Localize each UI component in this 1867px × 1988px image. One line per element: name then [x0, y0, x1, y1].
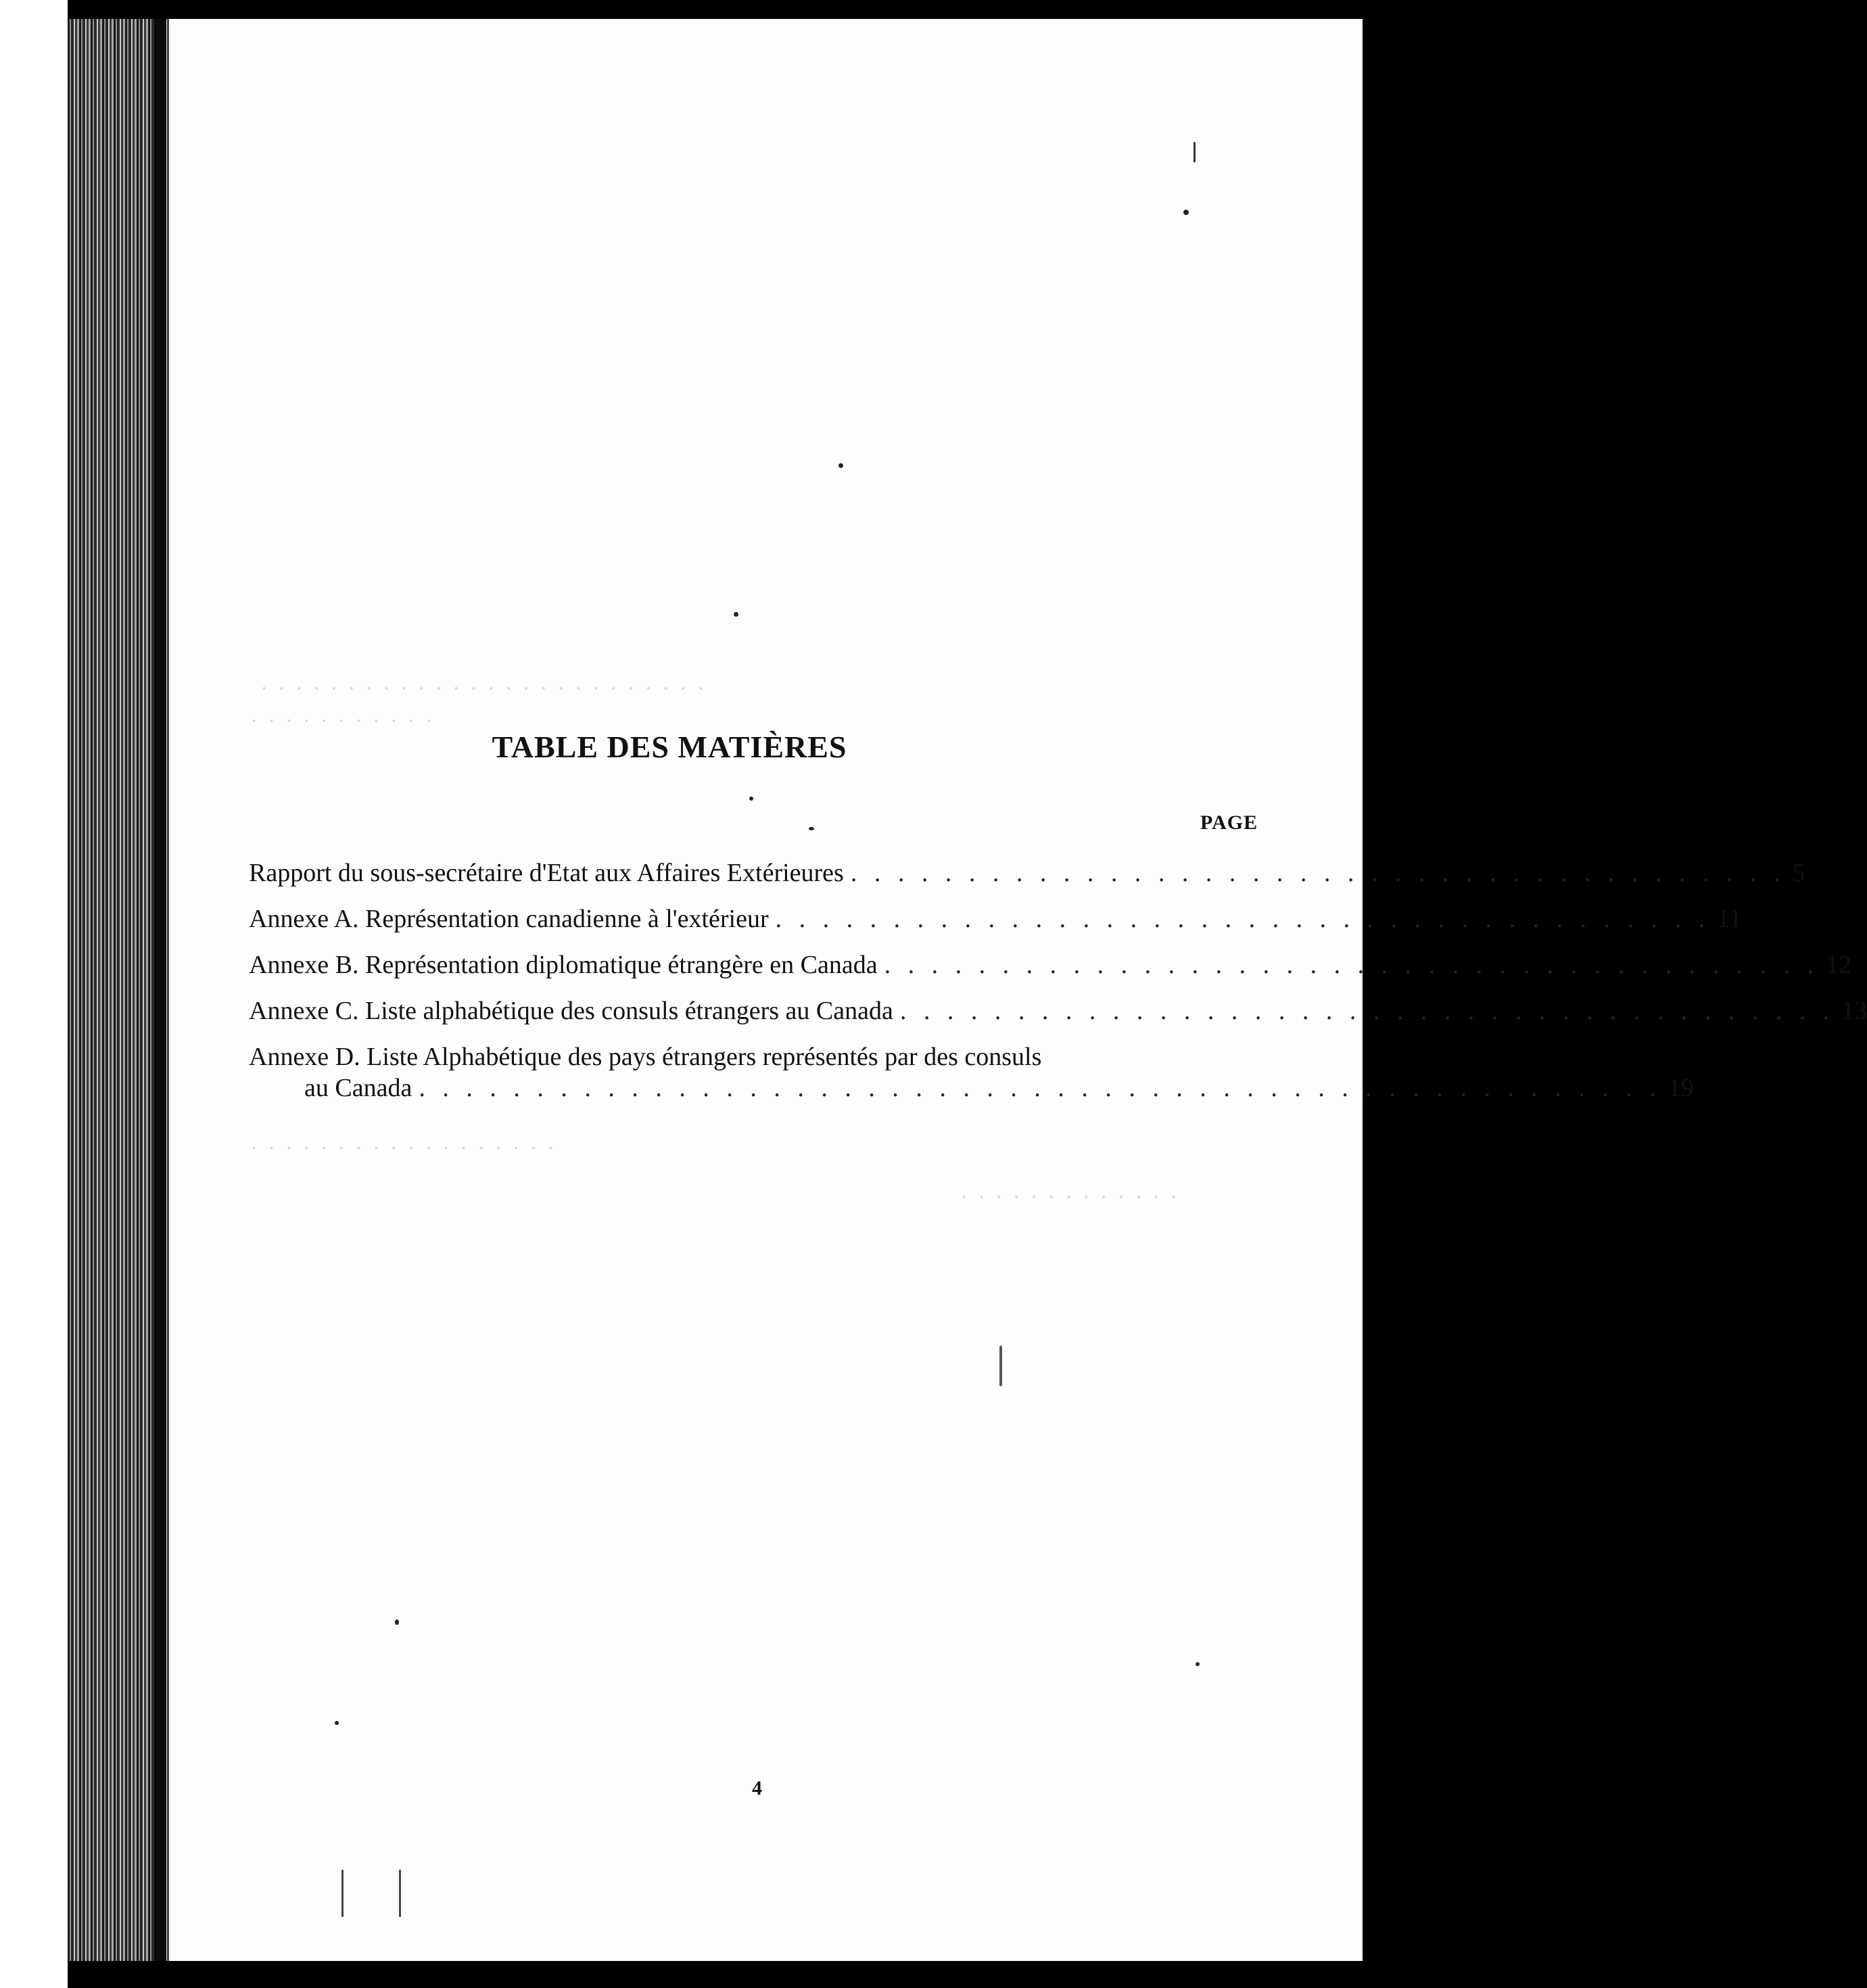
left-margin	[0, 0, 68, 1988]
scan-speck	[395, 1619, 399, 1625]
page-number: 4	[752, 1777, 762, 1799]
toc-entry	[249, 1041, 1694, 1109]
toc-entry-label-continued: au Canada	[304, 1074, 412, 1102]
toc-entry	[249, 903, 1742, 949]
scan-speck	[1196, 1662, 1200, 1666]
show-through-text: · · · · · · · · · · · · · · · · · · · · · · · · · ·	[260, 676, 707, 701]
dot-leader: . . . . . . . . . . . . . . . . . . . . . . . . . . . . . . . . . . . . . . . .	[850, 859, 1786, 887]
scan-speck	[999, 1346, 1002, 1386]
scan-speck	[809, 827, 814, 830]
toc-entry-page: 11	[1717, 905, 1742, 933]
scan-speck	[399, 1870, 401, 1917]
scan-speck	[838, 463, 843, 468]
right-edge-shadow	[1363, 0, 1393, 1988]
scan-speck	[749, 797, 753, 801]
page-column-header: PAGE	[1200, 811, 1258, 834]
toc-entry	[249, 995, 1867, 1041]
dot-leader: . . . . . . . . . . . . . . . . . . . . . . . . . . . . . . . . . . . . . . . .	[775, 905, 1711, 933]
scan-speck	[335, 1721, 339, 1725]
toc-entry-page: 19	[1668, 1074, 1694, 1102]
scan-speck	[1194, 142, 1196, 162]
show-through-text: · · · · · · · · · · · · · · · · · ·	[250, 1136, 557, 1161]
toc-entry	[249, 949, 1852, 995]
scan-speck	[1183, 210, 1189, 215]
toc-entry-page: 12	[1826, 951, 1852, 979]
toc-entry-continuation	[249, 1072, 1694, 1109]
show-through-text: · · · · · · · · · · · · ·	[960, 1185, 1180, 1210]
page-title: TABLE DES MATIÈRES	[492, 730, 847, 764]
show-through-text: · · · · · · · · · · ·	[250, 709, 435, 734]
scan-speck	[341, 1870, 344, 1917]
binding-edge	[154, 19, 166, 1961]
toc-entry-page: 13	[1841, 997, 1867, 1025]
toc-entry-page: 5	[1792, 859, 1805, 887]
toc-entry	[249, 857, 1805, 903]
table-of-contents	[249, 857, 1867, 1109]
toc-entry-label: Annexe B. Représentation diplomatique étrangère en Canada	[249, 951, 878, 979]
toc-entry-label: Annexe A. Représentation canadienne à l'extérieur	[249, 905, 769, 933]
toc-entry-label: Rapport du sous-secrétaire d'Etat aux Affaires Extérieures	[249, 859, 844, 887]
toc-entry-label: Annexe D. Liste Alphabétique des pays étrangers représentés par des consuls	[249, 1043, 1042, 1071]
dot-leader: . . . . . . . . . . . . . . . . . . . . . . . . . . . . . . . . . . . . . . . . . . . . . . . . . . . . .	[419, 1074, 1661, 1102]
dot-leader: . . . . . . . . . . . . . . . . . . . . . . . . . . . . . . . . . . . . . . . .	[884, 951, 1820, 979]
toc-entry-label: Annexe C. Liste alphabétique des consuls étrangers au Canada	[249, 997, 893, 1025]
scan-speck	[734, 612, 738, 617]
dot-leader: . . . . . . . . . . . . . . . . . . . . . . . . . . . . . . . . . . . . . . . .	[899, 997, 1835, 1025]
